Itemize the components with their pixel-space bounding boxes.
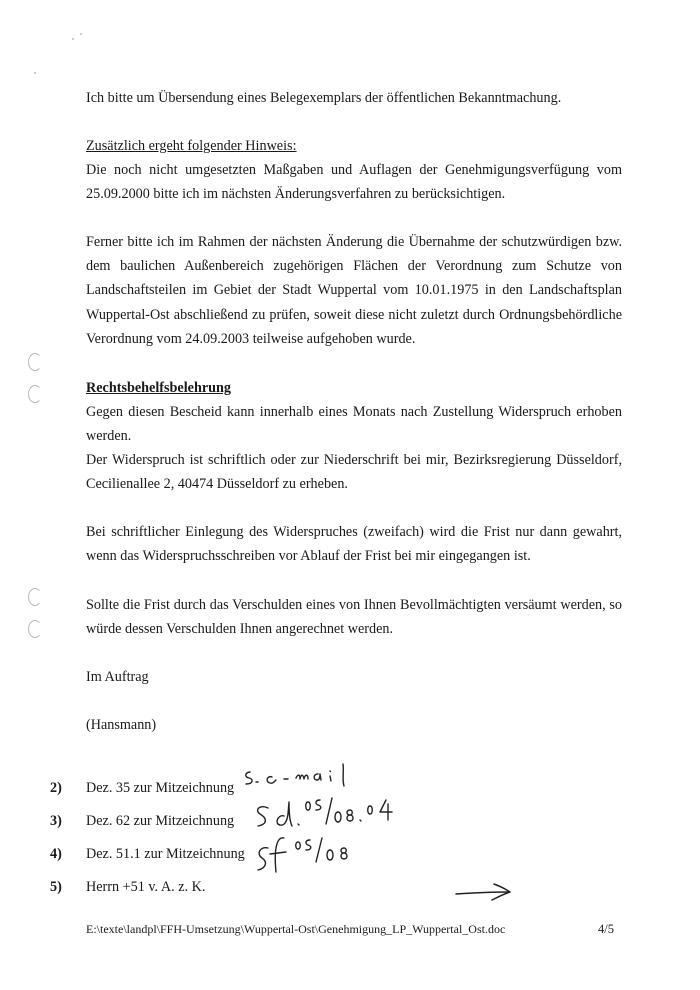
footer-page-number: 4/5 (598, 922, 614, 936)
text-line: Landschaftsteilen im Gebiet der Stadt Wuppertal vom 10.01.1975 in den Landschaftsplan (86, 282, 622, 299)
paragraph-verschulden (86, 593, 622, 641)
closing-im-auftrag: Im Auftrag (86, 669, 149, 685)
heading-rechtsbehelfsbelehrung: Rechtsbehelfsbelehrung (86, 380, 232, 396)
handwritten-note-date-sf (254, 832, 364, 878)
text-line: Die noch nicht umgesetzten Maßgaben und Auflagen der Genehmigungsverfügung vom (86, 162, 622, 178)
paragraph-ferner (86, 230, 622, 351)
paragraph-massgaben (86, 158, 622, 206)
list-number: 4) (50, 846, 62, 862)
text-line: Gegen diesen Bescheid kann innerhalb eines Monats nach Zustellung Widerspruch erhoben (86, 404, 622, 420)
text-line: Ferner bitte ich im Rahmen der nächsten Änderung die Übernahme der schutzwürdigen bzw. (86, 234, 622, 250)
text-line: werden. (86, 428, 132, 445)
text-line: 25.09.2000 bitte ich im nächsten Änderungsverfahren zu berücksichtigen. (86, 186, 506, 203)
list-number: 3) (50, 813, 62, 829)
list-text: Dez. 51.1 zur Mitzeichnung (86, 846, 245, 862)
heading-hinweis: Zusätzlich ergeht folgender Hinweis: (86, 138, 297, 154)
handwritten-arrow-icon (452, 880, 516, 902)
scan-speck (72, 38, 74, 40)
scan-speck (80, 33, 82, 35)
handwritten-note-email (240, 762, 360, 796)
text-line: dem baulichen Außenbereich zugehörigen Flächen der Verordnung zum Schutze von (86, 258, 622, 275)
scan-speck (34, 72, 36, 74)
text-line: wenn das Widerspruchsschreiben vor Ablauf der Frist bei mir eingegangen ist. (86, 548, 531, 565)
punch-hole-mark (28, 588, 42, 606)
signature-name: (Hansmann) (86, 717, 157, 733)
list-number: 5) (50, 879, 62, 895)
punch-hole-mark (28, 620, 42, 638)
list-text: Herrn +51 v. A. z. K. (86, 879, 206, 895)
list-text: Dez. 62 zur Mitzeichnung (86, 813, 235, 829)
paragraph-belegexemplar: Ich bitte um Übersendung eines Belegexemplars der öffentlichen Bekanntmachung. (86, 90, 562, 106)
paragraph-widerspruch-frist (86, 400, 622, 448)
text-line: Sollte die Frist durch das Verschulden eines von Ihnen Bevollmächtigten versäumt werden, so (86, 597, 622, 613)
text-line: würde dessen Verschulden Ihnen angerechnet werden. (86, 621, 394, 638)
list-number: 2) (50, 780, 62, 796)
text-line: Bei schriftlicher Einlegung des Widerspruches (zweifach) wird die Frist nur dann gewahrt, (86, 524, 622, 540)
text-line: Der Widerspruch ist schriftlich oder zur Niederschrift bei mir, Bezirksregierung Düsseldorf, (86, 452, 622, 468)
punch-hole-mark (28, 353, 42, 371)
text-line: Cecilienallee 2, 40474 Düsseldorf zu erheben. (86, 476, 348, 493)
paragraph-widerspruch-form (86, 448, 622, 496)
footer-file-path: E:\texte\landpl\FFH-Umsetzung\Wuppertal-Ost\Genehmigung_LP_Wuppertal_Ost.doc (86, 922, 506, 936)
list-text: Dez. 35 zur Mitzeichnung (86, 780, 235, 796)
handwritten-note-date-sd (252, 794, 402, 838)
text-line: Wuppertal-Ost abschließend zu prüfen, soweit diese nicht zuletzt durch Ordnungsbehördliche (86, 306, 622, 323)
paragraph-einlegung (86, 520, 622, 568)
text-line: Verordnung vom 24.09.2003 teilweise aufgehoben wurde. (86, 330, 416, 347)
punch-hole-mark (28, 385, 42, 403)
